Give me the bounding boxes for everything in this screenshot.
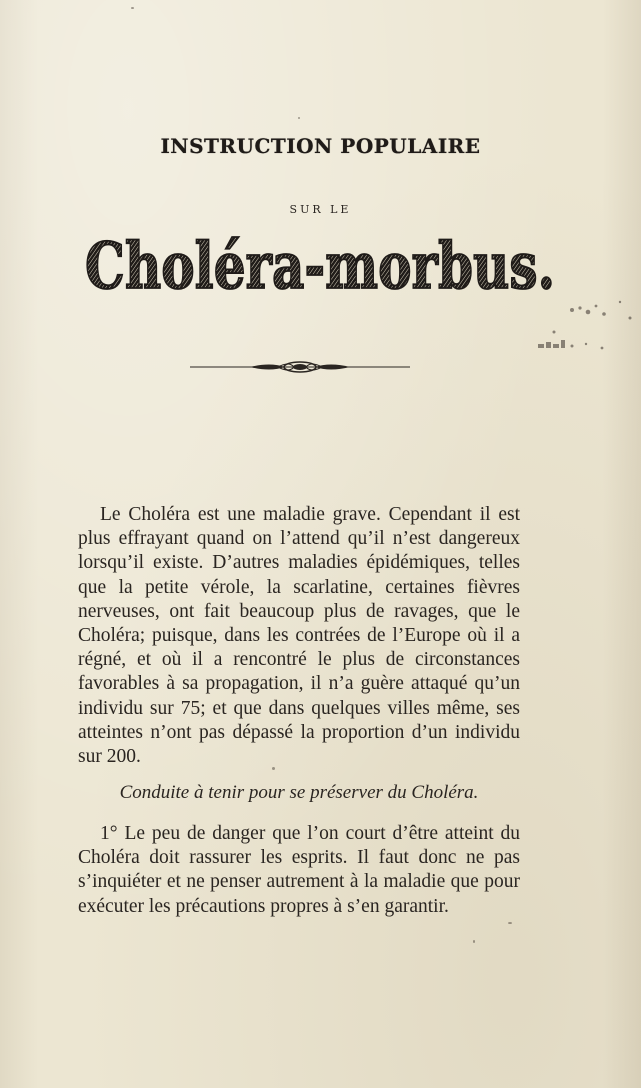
paper-speck xyxy=(298,117,300,119)
list-item-1 xyxy=(78,822,520,919)
item-text: Le peu de danger que l’on court d’être atteint du Choléra doit rassurer les esprits. Il faut donc ne pas s’inquiéter et ne penser autrement à la maladie que pour exécuter les précautions propres à s’en garantir. xyxy=(78,823,521,917)
ornamental-rule xyxy=(190,360,410,374)
paper-speck xyxy=(508,922,512,924)
body-paragraph: Le Choléra est une maladie grave. Cependant il est plus effrayant quand on l’attend qu’il n’est dangereux lorsqu’il existe. D’autres maladies épidémiques, telles que la petite vérole, la scarlatine, certaines fièvres nerveuses, ont fait beaucoup plus de ravages, que le Choléra; puisque, dans les contrées de l’Europe où il a régné, et où il a rencontré le plus de circonstances favorables à sa propagation, il n’a guère attaqué qu’un individu sur 75; et que dans quelques villes même, ses atteintes n’ont pas dépassé la proportion d’un individu sur 200. xyxy=(78,504,520,768)
document-subheading: SUR LE xyxy=(289,203,352,216)
section-title: Conduite à tenir pour se préserver du Choléra. xyxy=(119,782,479,803)
title-text: Choléra-morbus. xyxy=(85,229,555,304)
bleed-through-marks xyxy=(530,290,640,360)
paper-speck xyxy=(473,940,475,943)
document-title xyxy=(70,218,570,308)
blackletter-title-graphic xyxy=(70,218,570,308)
paper-speck xyxy=(131,7,134,9)
document-heading: INSTRUCTION POPULAIRE xyxy=(160,134,481,158)
paper-speck xyxy=(272,767,275,770)
item-number: 1° xyxy=(100,823,118,844)
